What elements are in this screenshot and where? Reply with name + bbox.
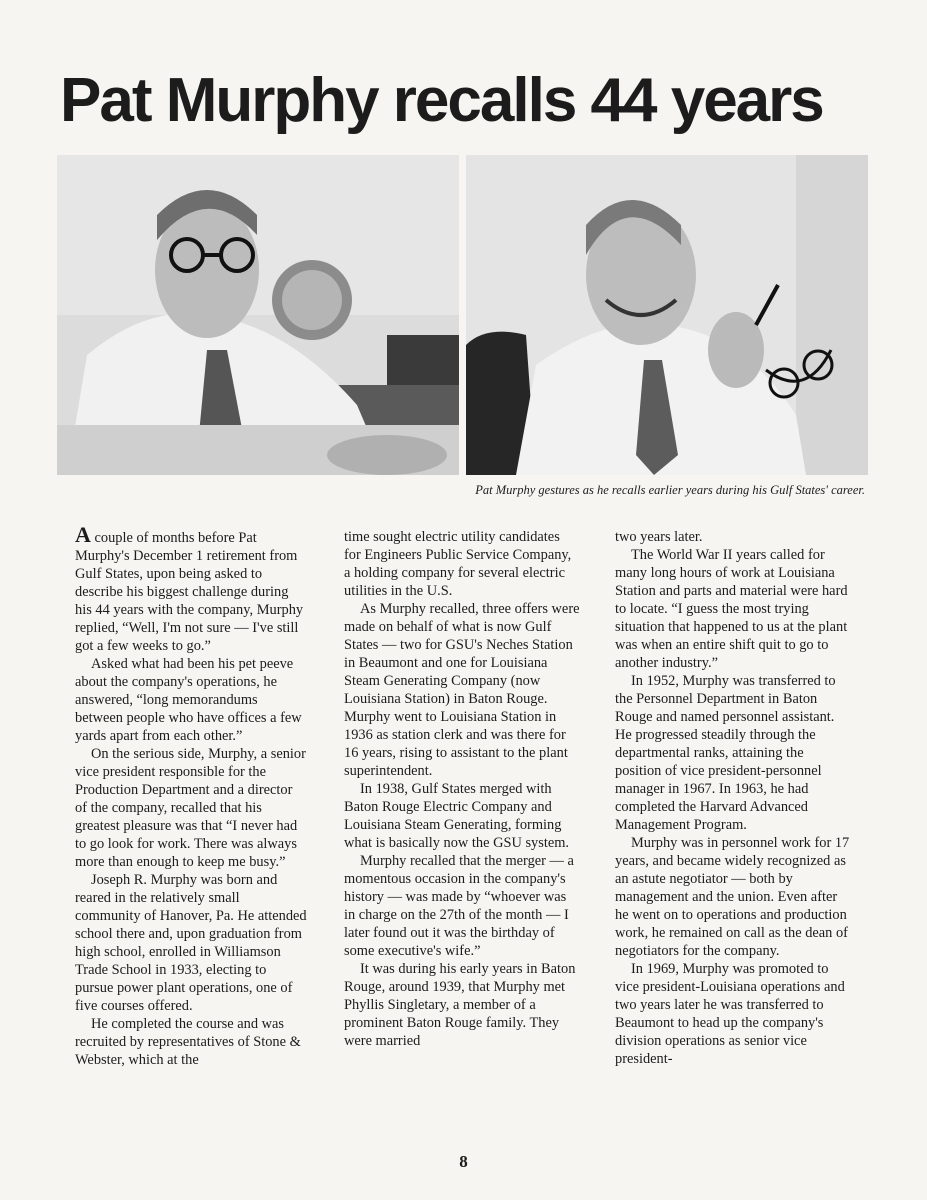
- paragraph: As Murphy recalled, three offers were made on behalf of what is now Gulf States — two for GSU's Neches Station in Beaumont and one for Louisiana Steam Generating Company (now Louisiana Station) in Baton Rouge. Murphy went to Louisiana Station in 1936 as station clerk and was there for 16 years, rising to assistant to the plant superintendent.: [344, 601, 580, 779]
- article-column-1: [75, 522, 307, 1069]
- paragraph: time sought electric utility candidates for Engineers Public Service Company, a holding company for several electric utilities in the U.S.: [344, 529, 572, 599]
- photo-murphy-seated: [57, 155, 459, 475]
- article-column-2: [344, 528, 580, 1050]
- paragraph: The World War II years called for many long hours of work at Louisiana Station and parts and material were hard to locate. “I guess the most trying situation that happened to us at the plant was when an entire shift quit to go to another industry.”: [615, 547, 848, 671]
- photo-murphy-gesturing: [466, 155, 868, 475]
- paragraph: two years later.: [615, 529, 703, 545]
- article-column-3: [615, 528, 851, 1068]
- paragraph: In 1952, Murphy was transferred to the Personnel Department in Baton Rouge and named personnel assistant. He progressed steadily through the departmental ranks, attaining the position of vice president-personnel manager in 1967. In 1963, he had completed the Harvard Advanced Management Program.: [615, 673, 836, 833]
- paragraph: In 1938, Gulf States merged with Baton Rouge Electric Company and Louisiana Steam Generating, forming what is basically now the GSU system.: [344, 781, 570, 851]
- paragraph: Murphy recalled that the merger — a momentous occasion in the company's history — was made by “whoever was in charge on the 27th of the month — I later found out it was the birthday of some executive's wife.”: [344, 853, 574, 959]
- paragraph: Asked what had been his pet peeve about the company's operations, he answered, “long memorandums between people who have offices a few yards apart from each other.”: [75, 656, 302, 744]
- paragraph: It was during his early years in Baton Rouge, around 1939, that Murphy met Phyllis Singletary, a member of a prominent Baton Rouge family. They were married: [344, 961, 576, 1049]
- paragraph: In 1969, Murphy was promoted to vice president-Louisiana operations and two years later he was transferred to Beaumont to head up the company's division operations as senior vice president-: [615, 961, 845, 1067]
- paragraph: On the serious side, Murphy, a senior vice president responsible for the Production Department and a director of the company, recalled that his greatest pleasure was that “I never had to go look for work. There was always more than enough to keep me busy.”: [75, 746, 306, 870]
- paragraph: Joseph R. Murphy was born and reared in the relatively small community of Hanover, Pa. He attended school there and, upon graduation from high school, enrolled in Williamson Trade School in 1933, electing to pursue power plant operations, one of five courses offered.: [75, 872, 307, 1014]
- photo-caption: Pat Murphy gestures as he recalls earlier years during his Gulf States' career.: [475, 483, 865, 497]
- paragraph: [75, 522, 307, 655]
- paragraph-text: couple of months before Pat Murphy's December 1 retirement from Gulf States, upon being asked to describe his biggest challenge during his 44 years with the company, Murphy replied, “Well, I'm not sure — I've still got a few weeks to go.”: [75, 530, 304, 654]
- paragraph: Murphy was in personnel work for 17 years, and became widely recognized as an astute negotiator — both by management and the union. Even after he went on to operations and production work, he remained on call as the dean of negotiators for the company.: [615, 835, 850, 959]
- drop-cap: A: [75, 522, 91, 547]
- paragraph: He completed the course and was recruited by representatives of Stone & Webster, which at the: [75, 1016, 301, 1068]
- page-number: 8: [459, 1152, 468, 1171]
- headline: Pat Murphy recalls 44 years: [60, 66, 823, 135]
